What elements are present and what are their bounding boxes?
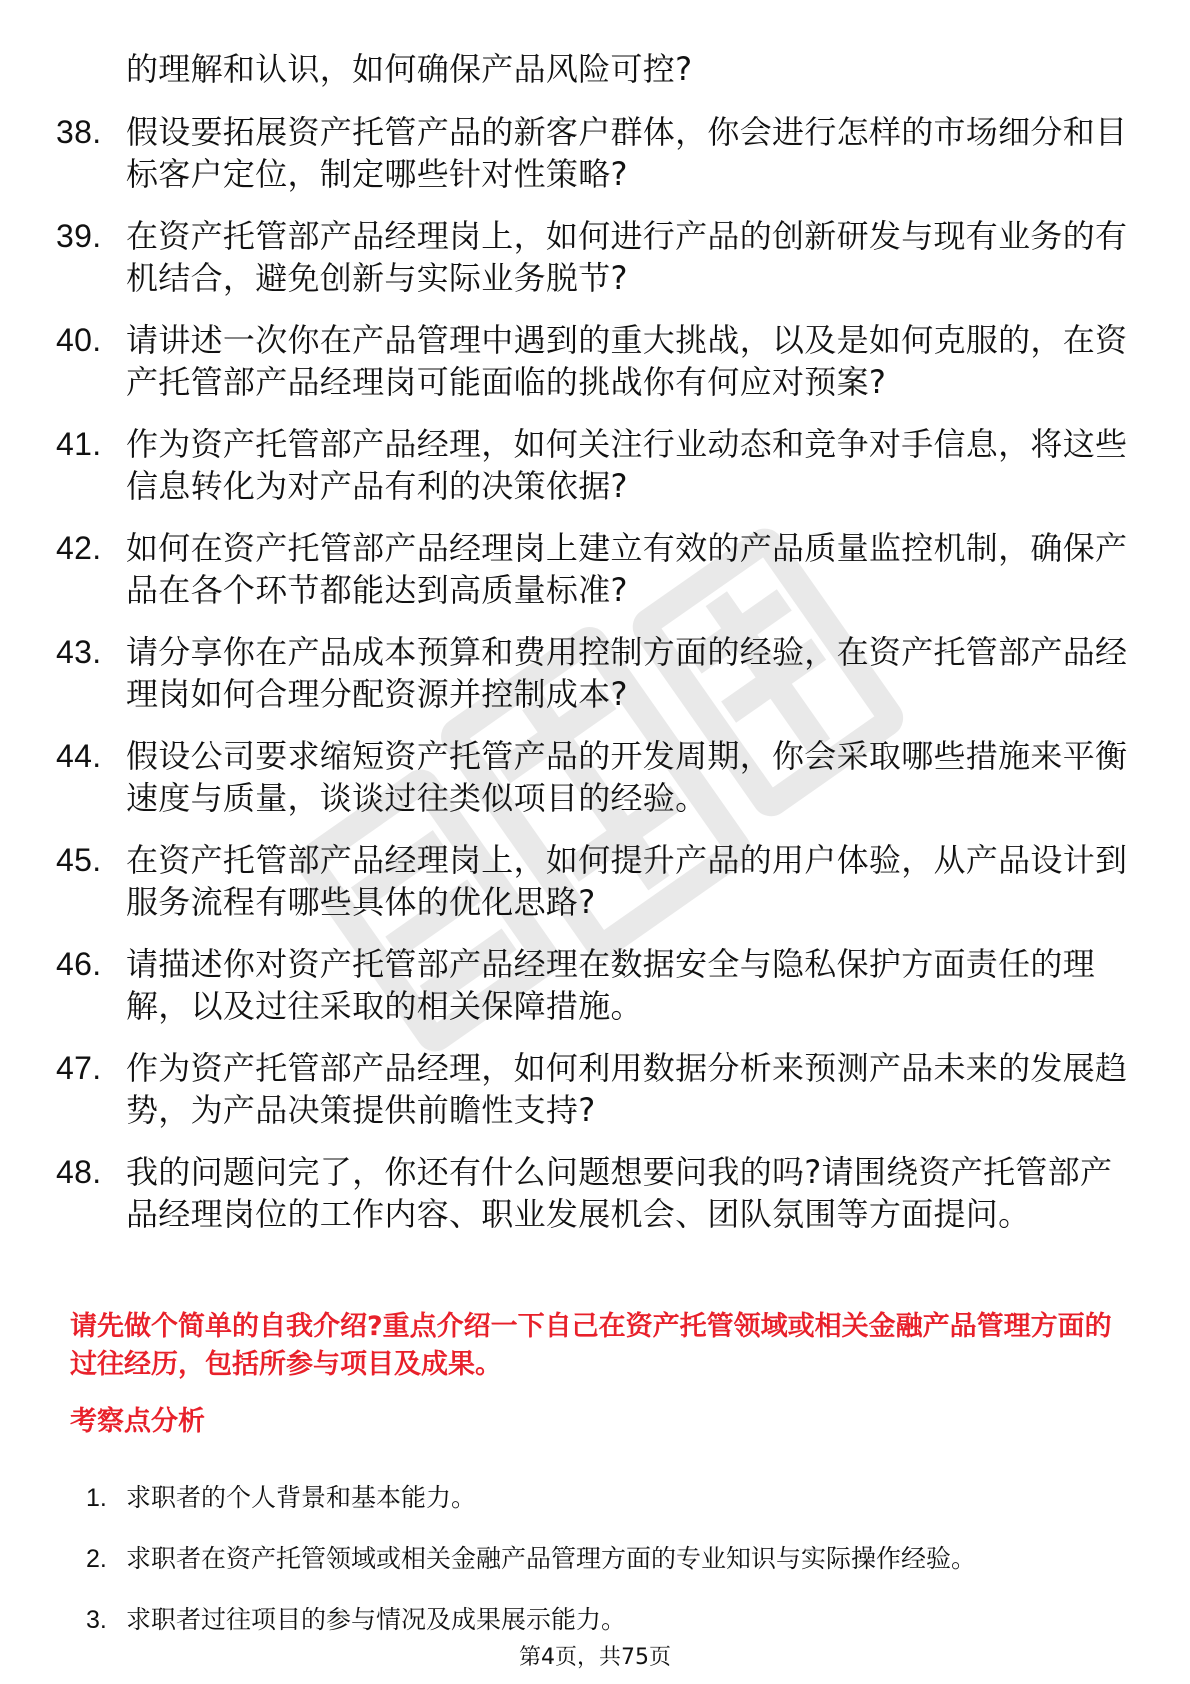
question-item: [56, 215, 1136, 299]
analysis-number: 1.: [86, 1484, 107, 1512]
question-number: 44.: [56, 738, 102, 774]
question-number: 39.: [56, 218, 102, 254]
question-number: 38.: [56, 114, 102, 150]
question-number: 46.: [56, 946, 102, 982]
question-text: 在资产托管部产品经理岗上，如何提升产品的用户体验，从产品设计到服务流程有哪些具体的优化思路?: [126, 841, 1128, 921]
question-number: 40.: [56, 322, 102, 358]
question-text: 的理解和认识，如何确保产品风险可控?: [126, 50, 693, 88]
question-text: 在资产托管部产品经理岗上，如何进行产品的创新研发与现有业务的有机结合，避免创新与实际业务脱节?: [126, 217, 1128, 297]
question-item: [56, 839, 1136, 923]
question-number: 47.: [56, 1050, 102, 1086]
question-item: [56, 319, 1136, 403]
analysis-item: [86, 1480, 1136, 1516]
question-list: [56, 48, 1136, 1255]
analysis-item: [86, 1541, 1136, 1577]
question-text: 我的问题问完了，你还有什么问题想要问我的吗?请围绕资产托管部产品经理岗位的工作内容、职业发展机会、团队氛围等方面提问。: [126, 1153, 1113, 1233]
question-item: [56, 423, 1136, 507]
question-item: [56, 111, 1136, 195]
question-number: 45.: [56, 842, 102, 878]
analysis-number: 3.: [86, 1606, 107, 1634]
question-text: 作为资产托管部产品经理，如何关注行业动态和竞争对手信息，将这些信息转化为对产品有利的决策依据?: [126, 425, 1128, 505]
analysis-item: [86, 1602, 1136, 1638]
question-number: 42.: [56, 530, 102, 566]
analysis-list: [86, 1480, 1136, 1663]
question-text: 请讲述一次你在产品管理中遇到的重大挑战，以及是如何克服的，在资产托管部产品经理岗可能面临的挑战你有何应对预案?: [126, 321, 1128, 401]
question-number: 41.: [56, 426, 102, 462]
question-number: 43.: [56, 634, 102, 670]
question-text: 假设要拓展资产托管产品的新客户群体，你会进行怎样的市场细分和目标客户定位，制定哪些针对性策略?: [126, 113, 1128, 193]
analysis-text: 求职者过往项目的参与情况及成果展示能力。: [126, 1605, 627, 1634]
analysis-section-title: 考察点分析: [70, 1406, 205, 1437]
highlight-question: 请先做个简单的自我介绍?重点介绍一下自己在资产托管领域或相关金融产品管理方面的过往经历，包括所参与项目及成果。: [70, 1311, 1112, 1380]
question-item: [56, 735, 1136, 819]
question-text: 请分享你在产品成本预算和费用控制方面的经验，在资产托管部产品经理岗如何合理分配资源并控制成本?: [126, 633, 1128, 713]
analysis-number: 2.: [86, 1545, 107, 1573]
question-number: 48.: [56, 1154, 102, 1190]
question-text: 作为资产托管部产品经理，如何利用数据分析来预测产品未来的发展趋势，为产品决策提供前瞻性支持?: [126, 1049, 1128, 1129]
question-text: 假设公司要求缩短资产托管产品的开发周期，你会采取哪些措施来平衡速度与质量，谈谈过往类似项目的经验。: [126, 737, 1128, 817]
question-item: [56, 1047, 1136, 1131]
question-item: [56, 48, 1136, 90]
question-item: [56, 943, 1136, 1027]
question-item: [56, 631, 1136, 715]
question-item: [56, 1151, 1136, 1235]
analysis-text: 求职者在资产托管领域或相关金融产品管理方面的专业知识与实际操作经验。: [126, 1544, 977, 1573]
question-text: 如何在资产托管部产品经理岗上建立有效的产品质量监控机制，确保产品在各个环节都能达到高质量标准?: [126, 529, 1128, 609]
question-text: 请描述你对资产托管部产品经理在数据安全与隐私保护方面责任的理解，以及过往采取的相关保障措施。: [126, 945, 1096, 1025]
question-item: [56, 527, 1136, 611]
analysis-text: 求职者的个人背景和基本能力。: [126, 1483, 477, 1512]
page-footer: 第4页，共75页: [519, 1645, 671, 1670]
